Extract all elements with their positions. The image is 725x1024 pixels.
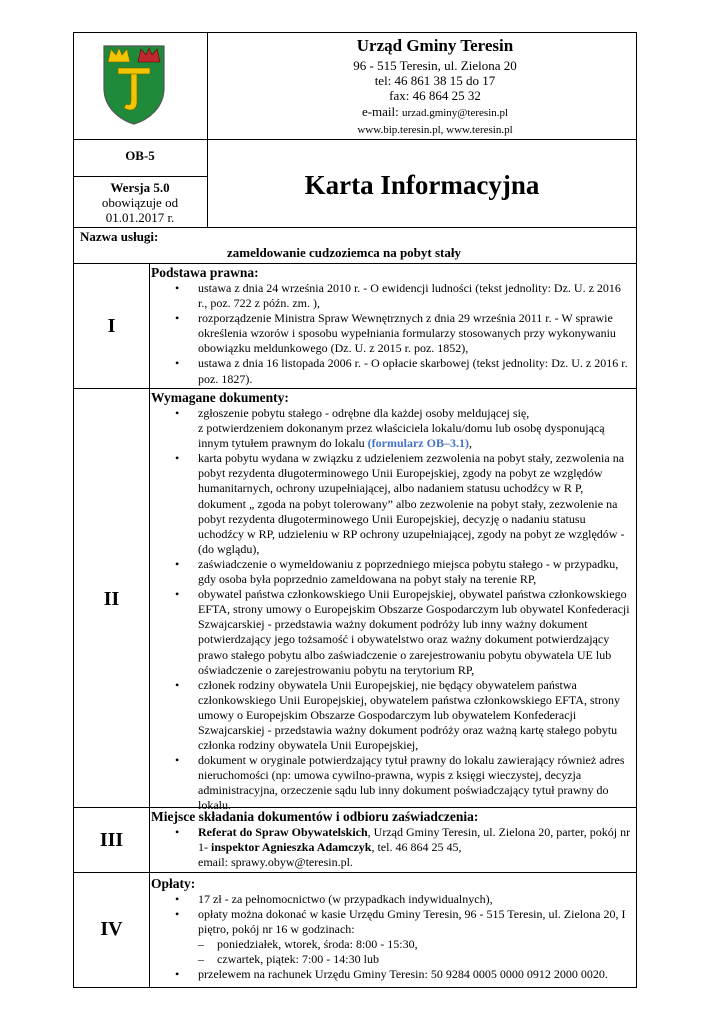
hours-item: – poniedziałek, wtorek, środa: 8:00 - 15:30, (198, 937, 633, 952)
hours-item: – czwartek, piątek: 7:00 - 14:30 lub (198, 952, 633, 967)
form-version: Wersja 5.0 (110, 180, 170, 195)
org-phone: tel: 46 861 38 15 do 17 (374, 73, 496, 88)
section-heading: Opłaty: (151, 876, 196, 891)
section-numeral-II: II (103, 588, 120, 610)
list-item: • 17 zł - za pełnomocnictwo (w przypadkach indywidualnych), (151, 892, 633, 907)
divider (73, 139, 637, 140)
section-required-documents (151, 390, 633, 814)
divider (73, 388, 637, 389)
section-submission-place (151, 809, 633, 870)
list-item: • zaświadczenie o wymeldowaniu z poprzedniego miejsca pobytu stałego - w przypadku, gdy osoba była poprzednio zameldowana na pobyt stały na terenie RP, (151, 557, 633, 587)
section-heading: Wymagane dokumenty: (151, 390, 289, 405)
org-name: Urząd Gminy Teresin (356, 36, 514, 55)
section-legal-basis (151, 265, 633, 387)
section-heading: Podstawa prawna: (151, 265, 259, 280)
divider (73, 872, 637, 873)
list-item: • dokument w oryginale potwierdzający tytuł prawny do lokalu zawierający również adres nieruchomości (np: umowa cywilno-prawna, wypis z księgi wieczystej, decyzja administracyjna, orzeczenie sądu lub inny dokument poświadczający tytuł prawny do lokalu. (151, 753, 633, 813)
org-web[interactable]: www.bip.teresin.pl, www.teresin.pl (357, 124, 513, 136)
list-item: • zgłoszenie pobytu stałego - odrębne dla każdej osoby meldującej się, z potwierdzeniem dokonanym przez właściciela lokalu/domu lub osobę dysponującą innym tytułem prawnym do lokalu (formularz OB–3.1), (151, 406, 633, 451)
section-numeral-I: I (107, 315, 116, 337)
org-email: e-mail: urzad.gminy@teresin.pl (361, 104, 509, 119)
list-item: • Referat do Spraw Obywatelskich, Urząd Gminy Teresin, ul. Zielona 20, parter, pokój nr 1- inspektor Agnieszka Adamczyk, tel. 46 864 25 45, email: sprawy.obyw@teresin.pl. (151, 825, 633, 870)
org-address: 96 - 515 Teresin, ul. Zielona 20 (353, 58, 517, 73)
list-item: • karta pobytu wydana w związku z udzieleniem zezwolenia na pobyt stały, zezwolenia na pobyt rezydenta długoterminowego Unii Europejskiej, zgody na pobyt ze względów humanitarnych, ochrony uzupełniającej, albo nadaniem statusu uchodźcy w R P, dokument „ zgoda na pobyt tolerowany” albo zezwolenie na pobyt stały, zezwolenie na pobyt rezydenta długoterminowego Unii Europejskiej, decyzję o nadaniu statusu uchodźcy w RP, udzieleniu w RP ochrony uzupełniającej, zgody na pobyt ze względów - (do wglądu), (151, 451, 633, 557)
section-fees (151, 876, 633, 982)
list-item: • przelewem na rachunek Urzędu Gminy Teresin: 50 9284 0005 0000 0912 2000 0020. (151, 967, 633, 982)
divider (73, 227, 637, 228)
service-name: zameldowanie cudzoziemca na pobyt stały (227, 245, 461, 260)
section-numeral-III: III (99, 829, 124, 851)
list-item: • ustawa z dnia 16 listopada 2006 r. - O opłacie skarbowej (tekst jednolity: Dz. U. z 2016 r. poz. 1827). (151, 356, 633, 386)
list-item: • członek rodziny obywatela Unii Europejskiej, nie będący obywatelem państwa członkowskiego Unii Europejskiej, obywatelem państwa członkowskiego EFTA, strony umowy o Europejskim Obszarze Gospodarczym lub obywatelem Konfederacji Szwajcarskiej - przedstawia ważny dokument podróży oraz ważną kartę stałego pobytu członka rodziny obywatela Unii Europejskiej, (151, 678, 633, 753)
valid-from-date: 01.01.2017 r. (105, 210, 175, 225)
form-version-block (73, 180, 207, 225)
org-fax: fax: 46 864 25 32 (389, 88, 481, 103)
section-numeral-IV: IV (100, 918, 123, 940)
list-item: • opłaty można dokonać w kasie Urzędu Gminy Teresin, 96 - 515 Teresin, ul. Zielona 20, I piętro, pokój nr 16 w godzinach: – poniedziałek, wtorek, środa: 8:00 - 15:30, – czwartek, piątek: 7:00 - 14:30 lub (151, 907, 633, 967)
email-link[interactable]: urzad.gminy@teresin.pl (402, 107, 509, 119)
divider (73, 263, 637, 264)
divider (149, 263, 150, 988)
divider (73, 176, 207, 177)
valid-from-label: obowiązuje od (101, 195, 179, 210)
crest-logo (98, 40, 170, 126)
list-item: • rozporządzenie Ministra Spraw Wewnętrznych z dnia 29 września 2011 r. - W sprawie określenia wzorów i sposobu wypełniania formularzy stosowanych przy wykonywaniu obowiązku meldunkowego (Dz. U. z 2015 r. poz. 1852), (151, 311, 633, 356)
section-heading: Miejsce składania dokumentów i odbioru zaświadczenia: (151, 809, 479, 824)
service-label: Nazwa usługi: (80, 229, 159, 244)
document-title: Karta Informacyjna (304, 170, 540, 200)
form-code: OB-5 (125, 148, 155, 163)
list-item: • ustawa z dnia 24 września 2010 r. - O ewidencji ludności (tekst jednolity: Dz. U. z 2016 r., poz. 722 z późn. zm. ), (151, 281, 633, 311)
form-link[interactable]: (formularz OB–3.1) (367, 436, 469, 451)
list-item: • obywatel państwa członkowskiego Unii Europejskiej, obywatel państwa członkowskiego EFTA, strony umowy o Europejskim Obszarze Gospodarczym lub obywatel Konfederacji Szwajcarskiej - przedstawia ważny dokument podróży lub inny ważny dokument potwierdzający jego tożsamość i obywatelstwo oraz ważny dokument potwierdzający prawo stałego pobytu albo zaświadczenie o zarejestrowaniu pobytu obywatela UE lub oświadczenie o zarejestrowaniu pobytu na terytorium RP, (151, 587, 633, 678)
contact-email[interactable]: email: sprawy.obyw@teresin.pl. (198, 855, 353, 870)
